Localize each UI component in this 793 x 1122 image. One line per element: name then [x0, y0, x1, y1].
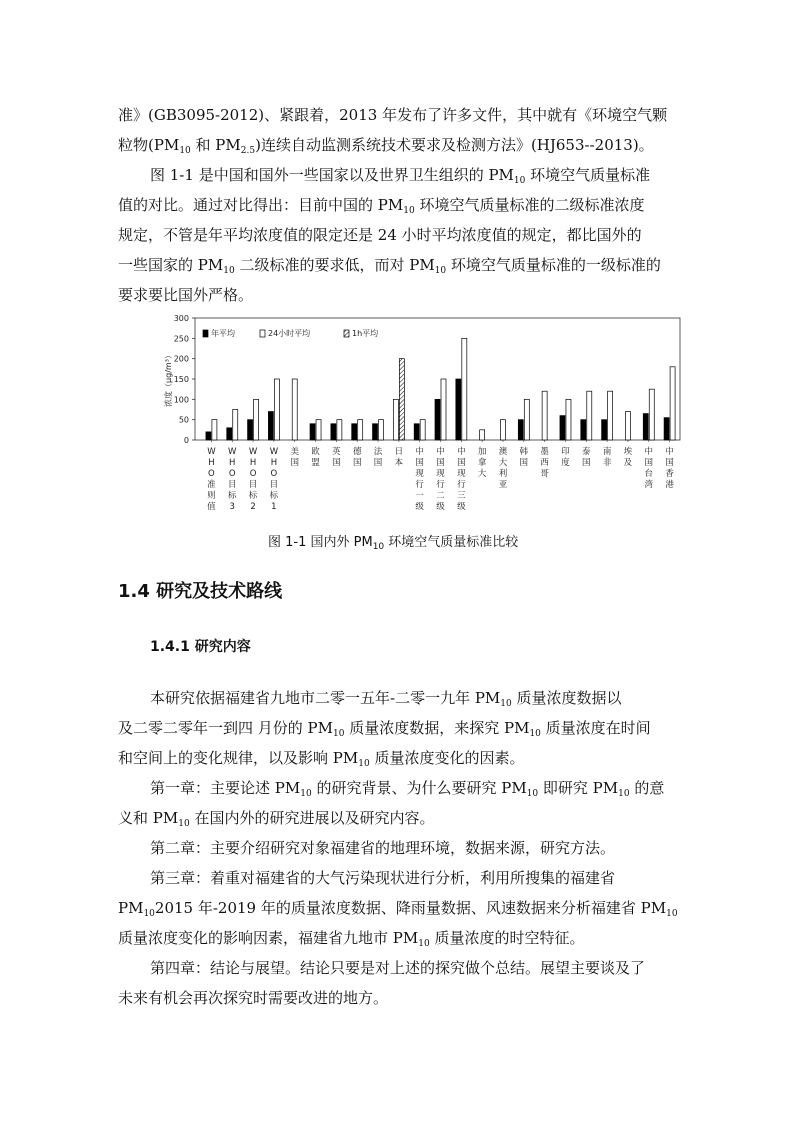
text-line — [118, 863, 678, 893]
figure-caption-suffix: 环境空气质量标准比较 — [384, 535, 519, 550]
text-run: 义和 PM — [118, 809, 179, 827]
bar-hollow — [608, 391, 613, 440]
bar-solid — [435, 399, 440, 440]
bar-hollow — [254, 399, 259, 440]
y-tick-label: 0 — [183, 436, 189, 445]
x-tick-label-char: O — [228, 469, 236, 479]
x-tick-label-char: 中 — [457, 447, 466, 457]
x-tick-label-char: W — [228, 447, 237, 457]
y-tick-label: 250 — [173, 334, 189, 344]
figure-caption-prefix: 图 1-1 国内外 PM — [268, 535, 373, 550]
subscript-text: 10 — [178, 819, 190, 829]
x-tick-label-char: 泰 — [582, 447, 591, 457]
bar-solid — [560, 416, 565, 440]
text-line — [118, 773, 678, 803]
text-run: 质量浓度变化的影响因素，福建省九地市 PM — [118, 929, 419, 947]
y-tick-label: 300 — [173, 314, 189, 323]
legend-swatch — [203, 330, 208, 337]
subscript-text: 10 — [500, 699, 512, 709]
bar-solid — [664, 418, 669, 440]
x-tick-label-char: 德 — [352, 447, 362, 457]
x-tick-label-char: 大 — [498, 458, 508, 468]
subsection-heading: 1.4.1 研究内容 — [150, 639, 251, 655]
text-line — [118, 953, 678, 983]
x-tick-label-char: 南 — [602, 447, 612, 457]
subscript-text: 10 — [526, 789, 539, 799]
bar-solid — [268, 412, 273, 440]
x-tick-label-char: 国 — [519, 458, 529, 468]
bar-solid — [456, 379, 461, 440]
x-tick-label — [520, 446, 529, 468]
text-run: 准》(GB3095-2012)、紧跟着，2013 年发布了许多文件，其中就有《环境空气颗 — [118, 106, 668, 124]
bar-hollow — [587, 391, 592, 440]
x-tick-label-char: 哥 — [540, 469, 549, 479]
x-tick-label-char: 标 — [269, 491, 279, 501]
subscript-text: 10 — [666, 909, 678, 919]
subscript-text: 10 — [403, 206, 415, 216]
text-line — [118, 803, 678, 833]
bar-solid — [227, 428, 232, 440]
text-run: 环境空气质量标准 — [525, 166, 651, 184]
subscript-text: 10 — [418, 939, 430, 949]
x-tick-label-char: 国 — [332, 458, 341, 468]
x-tick-label-char: 现 — [436, 469, 445, 479]
x-tick-label-char: 印 — [561, 447, 570, 457]
x-tick-label-char: 准 — [207, 480, 216, 490]
x-tick-label-char: H — [270, 458, 278, 468]
bar-solid — [310, 424, 315, 440]
text-line — [118, 983, 678, 1013]
x-tick-label-char: W — [248, 447, 258, 457]
x-tick-label — [540, 446, 549, 479]
chart-svg — [160, 308, 690, 526]
text-run: 未来有机会再次探究时需要改进的地方。 — [118, 989, 389, 1007]
x-tick-label-char: 一 — [415, 491, 424, 501]
pm10-standards-chart — [160, 308, 690, 526]
x-tick-label-char: 中 — [436, 447, 445, 457]
text-run: 要求要比国外严格。 — [118, 286, 254, 304]
x-tick-label-char: 标 — [248, 491, 258, 501]
text-run: 图 1-1 是中国和国外一些国家以及世界卫生组织的 PM — [150, 166, 514, 184]
x-tick-label-char: 墨 — [540, 447, 549, 457]
subscript-text: 10 — [333, 729, 345, 739]
x-tick-label-char: 及 — [623, 458, 633, 468]
bar-solid — [643, 414, 648, 440]
x-tick-label — [645, 446, 654, 490]
x-tick-label-char: 国 — [644, 458, 654, 468]
text-run: 质量浓度在时间 — [540, 719, 651, 737]
text-line — [118, 893, 678, 923]
intro-paragraph — [118, 100, 678, 160]
bar-hollow — [649, 389, 654, 440]
bar-hollow — [480, 430, 485, 440]
x-tick-label — [499, 446, 508, 490]
text-run: )连续自动监测系统技术要求及检测方法》(HJ653--2013)。 — [255, 136, 654, 154]
text-run: 的研究背景、为什么要研究 PM — [311, 779, 527, 797]
bar-hollow — [566, 399, 571, 440]
x-tick-label — [478, 446, 487, 479]
text-line — [118, 250, 678, 280]
x-tick-label — [582, 446, 591, 468]
x-tick-label-char: 值 — [207, 502, 216, 512]
text-line — [118, 923, 678, 953]
x-tick-label-char: 中 — [415, 447, 424, 457]
text-run: 质量浓度数据以 — [511, 689, 622, 707]
text-run: 规定，不管是年平均浓度值的限定还是 24 小时平均浓度值的规定，都比国外的 — [118, 226, 642, 244]
x-tick-label — [353, 446, 362, 468]
x-tick-label-char: 2 — [250, 502, 256, 512]
x-tick-label — [290, 446, 299, 468]
bar-solid — [518, 420, 523, 440]
bar-hollow — [316, 420, 321, 440]
text-run: 第二章：主要介绍研究对象福建省的地理环境，数据来源，研究方法。 — [150, 839, 616, 857]
legend-label: 年平均 — [211, 329, 235, 338]
bar-hollow — [274, 379, 279, 440]
text-run: 第三章：着重对福建省的大气污染现状进行分析，利用所搜集的福建省 — [150, 869, 616, 887]
x-tick-label — [603, 446, 612, 468]
bar-solid — [331, 424, 336, 440]
x-tick-label-char: 利 — [498, 469, 508, 479]
figure-caption-subscript: 10 — [372, 542, 385, 552]
bar-solid — [602, 420, 607, 440]
x-tick-label — [665, 446, 674, 490]
x-tick-label-char: 国 — [290, 458, 299, 468]
text-run: 即研究 PM — [538, 779, 619, 797]
text-run: 第四章：结论与展望。结论只要是对上述的探究做个总结。展望主要谈及了 — [150, 959, 646, 977]
text-run: 及二零二零年一到四 月份的 PM — [118, 719, 333, 737]
y-tick-label: 100 — [173, 395, 189, 405]
x-tick-label — [311, 446, 320, 468]
bar-hollow — [212, 420, 217, 440]
text-line — [118, 190, 678, 220]
x-tick-label-char: O — [208, 469, 215, 479]
section-heading: 1.4 研究及技术路线 — [118, 581, 283, 602]
x-tick-label-char: 国 — [415, 458, 424, 468]
x-tick-label-char: O — [270, 469, 278, 479]
x-tick-label-char: 韩 — [519, 447, 529, 457]
subscript-text: 10 — [529, 729, 541, 739]
bar-hollow — [670, 367, 675, 440]
x-tick-label-char: 盟 — [311, 458, 320, 468]
y-tick-label: 50 — [178, 415, 189, 425]
bar-solid — [352, 424, 357, 440]
x-tick-label — [207, 447, 216, 512]
x-tick-label — [249, 447, 258, 512]
x-tick-label-char: 香 — [665, 469, 674, 479]
x-tick-label-char: 中 — [644, 447, 654, 457]
text-line — [118, 743, 678, 773]
x-tick-label-char: 非 — [602, 458, 612, 468]
x-tick-label-char: 目 — [227, 480, 237, 490]
x-tick-label-char: 港 — [665, 480, 674, 490]
text-run: 质量浓度数据，来探究 PM — [344, 719, 530, 737]
x-tick-label-char: 澳 — [498, 447, 508, 457]
chapter-one-paragraph — [118, 773, 678, 833]
text-run: 和 PM — [190, 136, 241, 154]
bar-hollow — [393, 399, 398, 440]
x-tick-label — [436, 446, 445, 512]
subscript-text: 10 — [434, 266, 447, 276]
x-tick-label-char: W — [269, 447, 279, 457]
y-tick-label: 150 — [173, 375, 189, 384]
x-tick-label — [561, 446, 570, 468]
text-line — [118, 220, 678, 250]
figure-caption — [268, 531, 518, 550]
subscript-text: 10 — [513, 176, 526, 186]
x-tick-label-char: 级 — [457, 502, 466, 512]
bar-hollow — [233, 410, 238, 441]
x-tick-label-char: H — [208, 458, 215, 468]
bar-hollow — [441, 379, 446, 440]
text-run: PM — [118, 899, 144, 917]
x-tick-label-char: H — [249, 458, 257, 468]
x-tick-label-char: 国 — [582, 458, 591, 468]
text-line — [118, 280, 678, 310]
x-tick-label-char: W — [207, 447, 216, 457]
figure-comparison-paragraph — [118, 160, 678, 310]
x-tick-label-char: 国 — [373, 458, 383, 468]
bar-solid — [581, 420, 586, 440]
x-tick-label-char: 加 — [477, 447, 487, 457]
bar-hollow — [358, 420, 363, 440]
x-tick-label — [228, 447, 237, 512]
x-tick-label-char: 三 — [457, 491, 466, 501]
legend-swatch — [260, 330, 265, 337]
y-tick-label: 200 — [173, 354, 189, 364]
text-line — [118, 833, 678, 863]
bar-hollow — [542, 391, 547, 440]
text-run: 2015 年-2019 年的质量浓度数据、降雨量数据、风速数据来分析福建省 PM — [154, 899, 667, 917]
text-run: 粒物(PM — [118, 136, 180, 154]
x-tick-label-char: 行 — [457, 480, 466, 490]
text-line — [118, 160, 678, 190]
x-tick-label — [624, 446, 633, 468]
subscript-text: 10 — [358, 759, 370, 769]
x-tick-label-char: 1 — [271, 502, 277, 512]
x-tick-label-char: 标 — [227, 491, 237, 501]
text-line — [118, 683, 678, 713]
subscript-text: 2.5 — [240, 146, 256, 156]
legend-label: 24小时平均 — [268, 329, 311, 338]
x-tick-label-char: 台 — [644, 469, 654, 479]
x-tick-label-char: 级 — [415, 502, 424, 512]
subscript-text: 10 — [618, 789, 630, 799]
x-tick-label — [332, 446, 341, 468]
x-tick-label-char: 目 — [248, 480, 258, 490]
x-tick-label-char: 级 — [436, 502, 445, 512]
x-tick-label-char: 本 — [394, 458, 404, 468]
text-run: 二级标准的要求低，而对 PM — [234, 256, 435, 274]
bar-hollow — [420, 420, 425, 440]
bar-hollow — [337, 420, 342, 440]
bar-hollow — [292, 379, 297, 440]
text-run: 的意 — [629, 779, 665, 797]
x-tick-label — [374, 446, 383, 468]
x-tick-label-char: 国 — [436, 458, 445, 468]
subscript-text: 10 — [179, 146, 191, 156]
x-tick-label-char: 国 — [457, 458, 466, 468]
legend-label: 1h平均 — [352, 329, 379, 338]
x-tick-label-char: 国 — [352, 458, 362, 468]
legend-swatch — [344, 330, 349, 337]
text-line — [118, 130, 678, 160]
bar-solid — [373, 424, 378, 440]
text-run: 本研究依据福建省九地市二零一五年-二零一九年 PM — [150, 689, 501, 707]
x-tick-label-char: 目 — [269, 480, 279, 490]
x-tick-label-char: 拿 — [477, 458, 487, 468]
text-run: 一些国家的 PM — [118, 256, 224, 274]
text-run: 和空间上的变化规律，以及影响 PM — [118, 749, 359, 767]
bar-hollow — [500, 420, 505, 440]
x-tick-label-char: 埃 — [623, 447, 633, 457]
x-tick-label-char: 湾 — [644, 480, 654, 490]
x-tick-label-char: 日 — [394, 447, 404, 457]
x-tick-label-char: 行 — [415, 480, 424, 490]
x-tick-label-char: O — [249, 469, 257, 479]
bar-solid — [414, 424, 419, 440]
bar-solid — [248, 420, 253, 440]
text-run: 质量浓度变化的因素。 — [369, 749, 525, 767]
bar-solid — [206, 432, 211, 440]
x-tick-label-char: 亚 — [498, 480, 508, 490]
text-line — [118, 713, 678, 743]
x-tick-label-char: 二 — [436, 491, 445, 501]
x-tick-label-char: 现 — [415, 469, 424, 479]
text-run: 值的对比。通过对比得出：目前中国的 PM — [118, 196, 404, 214]
subscript-text: 10 — [223, 266, 235, 276]
x-tick-label-char: 法 — [373, 447, 383, 457]
text-run: 环境空气质量标准的二级标准浓度 — [414, 196, 645, 214]
x-tick-label-char: 欧 — [311, 447, 320, 457]
x-tick-label-char: 3 — [229, 502, 235, 512]
x-tick-label-char: 现 — [457, 469, 466, 479]
bar-hollow — [625, 412, 630, 440]
text-line — [118, 100, 678, 130]
x-tick-label — [415, 446, 424, 512]
chapter-two-paragraph — [118, 833, 678, 863]
chapter-three-paragraph — [118, 863, 678, 953]
chapter-four-paragraph — [118, 953, 678, 1013]
research-content-paragraph — [118, 683, 678, 773]
x-tick-label — [270, 447, 279, 512]
subscript-text: 10 — [300, 789, 312, 799]
bar-hollow — [379, 420, 384, 440]
bar-hollow — [462, 338, 467, 440]
bar-hollow — [524, 399, 529, 440]
text-run: 在国内外的研究进展以及研究内容。 — [189, 809, 435, 827]
x-tick-label-char: 大 — [477, 469, 487, 479]
x-tick-label — [457, 446, 466, 512]
x-tick-label-char: 中 — [665, 447, 674, 457]
x-tick-label-char: 美 — [290, 447, 299, 457]
x-tick-label-char: 行 — [436, 480, 445, 490]
x-tick-label — [395, 447, 404, 468]
x-tick-label-char: 西 — [540, 458, 549, 468]
text-run: 第一章：主要论述 PM — [150, 779, 301, 797]
x-tick-label-char: 度 — [561, 458, 570, 468]
x-tick-label-char: 英 — [332, 447, 341, 457]
x-tick-label-char: 则 — [207, 491, 216, 501]
text-run: 环境空气质量标准的一级标准的 — [446, 256, 661, 274]
bar-hatched — [399, 359, 404, 440]
x-tick-label-char: H — [229, 458, 236, 468]
subscript-text: 10 — [143, 909, 155, 919]
x-tick-label-char: 国 — [665, 458, 674, 468]
text-run: 质量浓度的时空特征。 — [429, 929, 585, 947]
y-axis-label: 浓度（μg/m³） — [164, 351, 173, 407]
